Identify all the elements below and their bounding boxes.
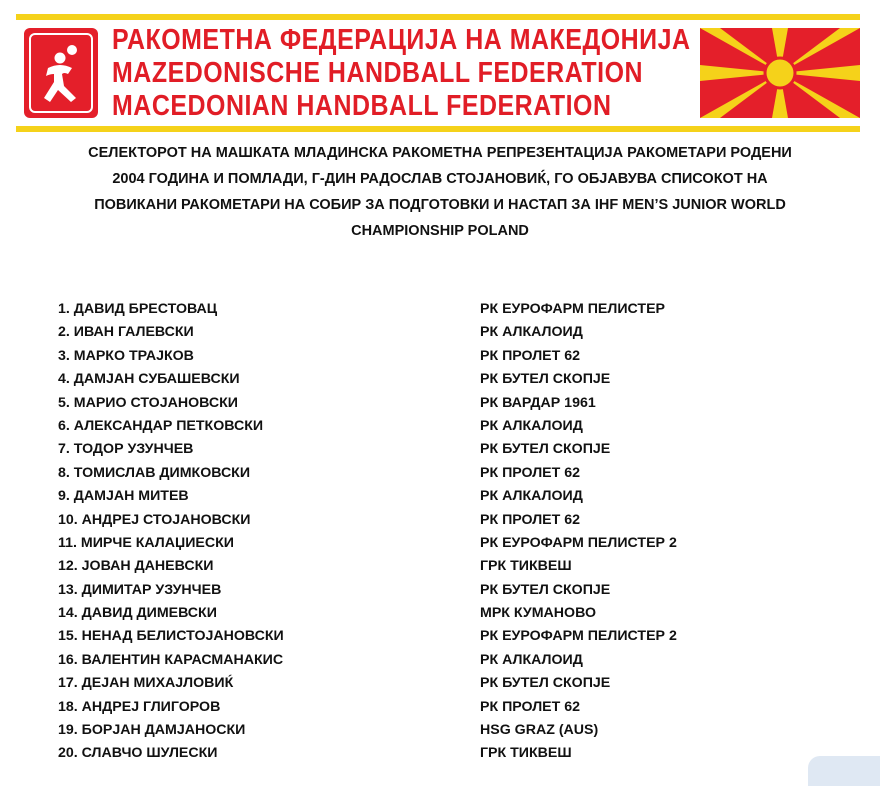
player-name: 3. МАРКО ТРАЈКОВ xyxy=(58,347,194,364)
player-name: 14. ДАВИД ДИМЕВСКИ xyxy=(58,605,217,622)
player-name: 6. АЛЕКСАНДАР ПЕТКОВСКИ xyxy=(58,417,264,434)
player-club: РК БУТЕЛ СКОПЈЕ xyxy=(480,441,611,458)
roster-row xyxy=(58,579,718,602)
player-club: HSG GRAZ (AUS) xyxy=(480,722,599,739)
player-club: РК БУТЕЛ СКОПЈЕ xyxy=(480,581,611,598)
roster-row xyxy=(58,438,718,461)
player-club: РК БУТЕЛ СКОПЈЕ xyxy=(480,371,611,388)
player-name: 17. ДЕЈАН МИХАЈЛОВИЌ xyxy=(58,675,234,692)
viewer-corner-overlay xyxy=(808,756,880,786)
roster-row xyxy=(58,602,718,625)
player-club: ГРК ТИКВЕШ xyxy=(480,558,572,575)
player-roster xyxy=(58,298,718,766)
player-name: 19. БОРЈАН ДАМЈАНОСКИ xyxy=(58,722,246,739)
roster-row xyxy=(58,625,718,648)
player-club: РК ПРОЛЕТ 62 xyxy=(480,511,581,528)
player-name: 2. ИВАН ГАЛЕВСКИ xyxy=(58,324,194,341)
title-line: 2004 ГОДИНА И ПОМЛАДИ, Г-ДИН РАДОСЛАВ СТОЈАНОВИЌ, ГО ОБЈАВУВА СПИСОКОТ НА xyxy=(112,171,768,187)
roster-row xyxy=(58,672,718,695)
handball-logo-icon xyxy=(24,28,98,118)
roster-row xyxy=(58,742,718,765)
roster-row xyxy=(58,462,718,485)
player-name: 11. МИРЧЕ КАЛАЏИЕСКИ xyxy=(58,534,234,551)
title-line: CHAMPIONSHIP POLAND xyxy=(351,223,529,239)
roster-row xyxy=(58,392,718,415)
player-name: 1. ДАВИД БРЕСТОВАЦ xyxy=(58,301,218,317)
player-name: 10. АНДРЕЈ СТОЈАНОВСКИ xyxy=(58,511,251,528)
title-line: СЕЛЕКТОРОТ НА МАШКАТА МЛАДИНСКА РАКОМЕТНА РЕПРЕЗЕНТАЦИЈА РАКОМЕТАРИ РОДЕНИ xyxy=(88,145,792,161)
roster-row xyxy=(58,509,718,532)
roster-row xyxy=(58,696,718,719)
player-club: РК ПРОЛЕТ 62 xyxy=(480,464,581,481)
federation-name xyxy=(112,24,702,123)
player-name: 20. СЛАВЧО ШУЛЕСКИ xyxy=(58,745,218,762)
roster-row xyxy=(58,321,718,344)
player-name: 15. НЕНАД БЕЛИСТОЈАНОВСКИ xyxy=(58,628,284,645)
header-bottom-rule xyxy=(16,126,860,132)
player-club: РК АЛКАЛОИД xyxy=(480,417,583,434)
player-club: РК АЛКАЛОИД xyxy=(480,324,583,341)
federation-name-mk: РАКОМЕТНА ФЕДЕРАЦИЈА НА МАКЕДОНИЈА xyxy=(112,24,691,56)
player-club: МРК КУМАНОВО xyxy=(480,605,596,622)
player-name: 8. ТОМИСЛАВ ДИМКОВСКИ xyxy=(58,464,251,481)
roster-row xyxy=(58,532,718,555)
roster-row xyxy=(58,345,718,368)
player-club: РК ПРОЛЕТ 62 xyxy=(480,347,581,364)
macedonian-flag-icon xyxy=(700,28,860,118)
roster-row xyxy=(58,368,718,391)
federation-header xyxy=(16,14,860,132)
title-line: ПОВИКАНИ РАКОМЕТАРИ НА СОБИР ЗА ПОДГОТОВКИ И НАСТАП ЗА IHF MEN’S JUNIOR WORLD xyxy=(94,197,786,213)
player-club: РК ЕУРОФАРМ ПЕЛИСТЕР xyxy=(480,301,665,317)
player-club: РК ПРОЛЕТ 62 xyxy=(480,698,581,715)
player-name: 4. ДАМЈАН СУБАШЕВСКИ xyxy=(58,371,240,388)
player-club: РК ЕУРОФАРМ ПЕЛИСТЕР 2 xyxy=(480,534,677,551)
roster-row xyxy=(58,555,718,578)
federation-name-de: MAZEDONISCHE HANDBALL FEDERATION xyxy=(112,57,644,89)
player-name: 13. ДИМИТАР УЗУНЧЕВ xyxy=(58,581,222,598)
announcement-title xyxy=(40,140,840,244)
player-club: РК АЛКАЛОИД xyxy=(480,651,583,668)
player-name: 16. ВАЛЕНТИН КАРАСМАНАКИС xyxy=(58,651,284,668)
player-name: 18. АНДРЕЈ ГЛИГОРОВ xyxy=(58,698,221,715)
player-name: 12. ЈОВАН ДАНЕВСКИ xyxy=(58,558,214,575)
header-top-rule xyxy=(16,14,860,20)
player-name: 7. ТОДОР УЗУНЧЕВ xyxy=(58,441,194,458)
roster-row xyxy=(58,719,718,742)
player-name: 5. МАРИО СТОЈАНОВСКИ xyxy=(58,394,238,411)
roster-row xyxy=(58,649,718,672)
roster-row xyxy=(58,485,718,508)
player-name: 9. ДАМЈАН МИТЕВ xyxy=(58,488,189,505)
federation-name-en: MACEDONIAN HANDBALL FEDERATION xyxy=(112,90,612,122)
player-club: РК ВАРДАР 1961 xyxy=(480,394,596,411)
player-club: РК АЛКАЛОИД xyxy=(480,488,583,505)
player-club: РК ЕУРОФАРМ ПЕЛИСТЕР 2 xyxy=(480,628,677,645)
player-club: ГРК ТИКВЕШ xyxy=(480,745,572,762)
roster-row xyxy=(58,298,718,321)
player-club: РК БУТЕЛ СКОПЈЕ xyxy=(480,675,611,692)
roster-row xyxy=(58,415,718,438)
